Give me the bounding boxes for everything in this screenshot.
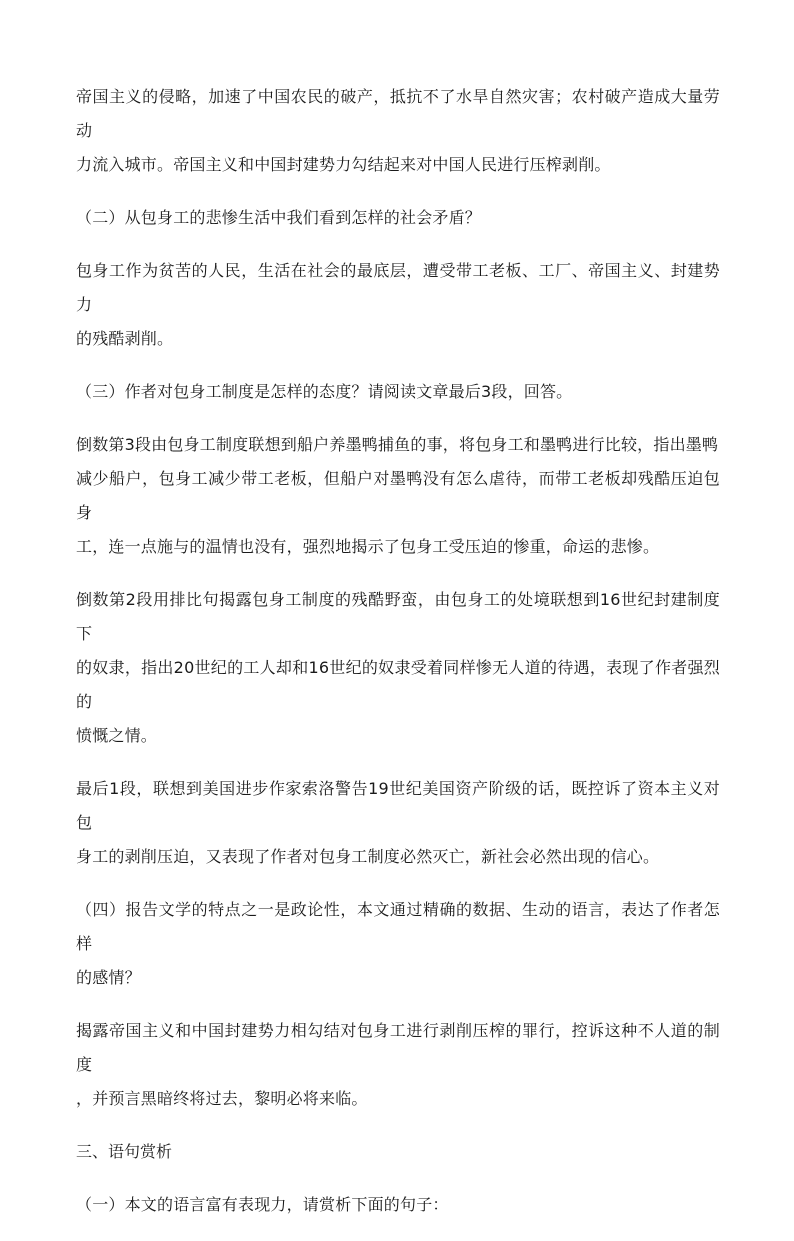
answer-three-part-two: 倒数第2段用排比句揭露包身工制度的残酷野蛮，由包身工的处境联想到16世纪封建制度下 的奴隶，指出20世纪的工人却和16世纪的奴隶受着同样惨无人道的待遇，表现了作者强烈的 愤慨之情。 — [76, 590, 720, 745]
section-heading-sentence-appreciation: 三、语句赏析 — [76, 1142, 173, 1161]
question-four: （四）报告文学的特点之一是政论性，本文通过精确的数据、生动的语言，表达了作者怎样 的感情？ — [76, 900, 720, 987]
answer-three-part-three: 最后1段，联想到美国进步作家索洛警告19世纪美国资产阶级的话，既控诉了资本主义对包 身工的剥削压迫，又表现了作者对包身工制度必然灭亡，新社会必然出现的信心。 — [76, 779, 720, 866]
answer-two: 包身工作为贫苦的人民，生活在社会的最底层，遭受带工老板、工厂、帝国主义、封建势力 的残酷剥削。 — [76, 261, 720, 348]
answer-four: 揭露帝国主义和中国封建势力相勾结对包身工进行剥削压榨的罪行，控诉这种不人道的制度 ，并预言黑暗终将过去，黎明必将来临。 — [76, 1021, 720, 1108]
answer-three-part-one: 倒数第3段由包身工制度联想到船户养墨鸭捕鱼的事，将包身工和墨鸭进行比较，指出墨鸭 减少船户，包身工减少带工老板，但船户对墨鸭没有怎么虐待，而带工老板却残酷压迫包身 工，连一点施与的温情也没有，强烈地揭示了包身工受压迫的惨重，命运的悲惨。 — [76, 435, 720, 556]
question-two: （二）从包身工的悲惨生活中我们看到怎样的社会矛盾？ — [76, 208, 482, 227]
document-body — [76, 80, 720, 1241]
paragraph-imperialism-effects: 帝国主义的侵略，加速了中国农民的破产，抵抗不了水旱自然灾害；农村破产造成大量劳动 力流入城市。帝国主义和中国封建势力勾结起来对中国人民进行压榨剥削。 — [76, 87, 720, 174]
question-three: （三）作者对包身工制度是怎样的态度？请阅读文章最后3段，回答。 — [76, 382, 573, 401]
question-sentence-one: （一）本文的语言富有表现力，请赏析下面的句子： — [76, 1195, 449, 1214]
